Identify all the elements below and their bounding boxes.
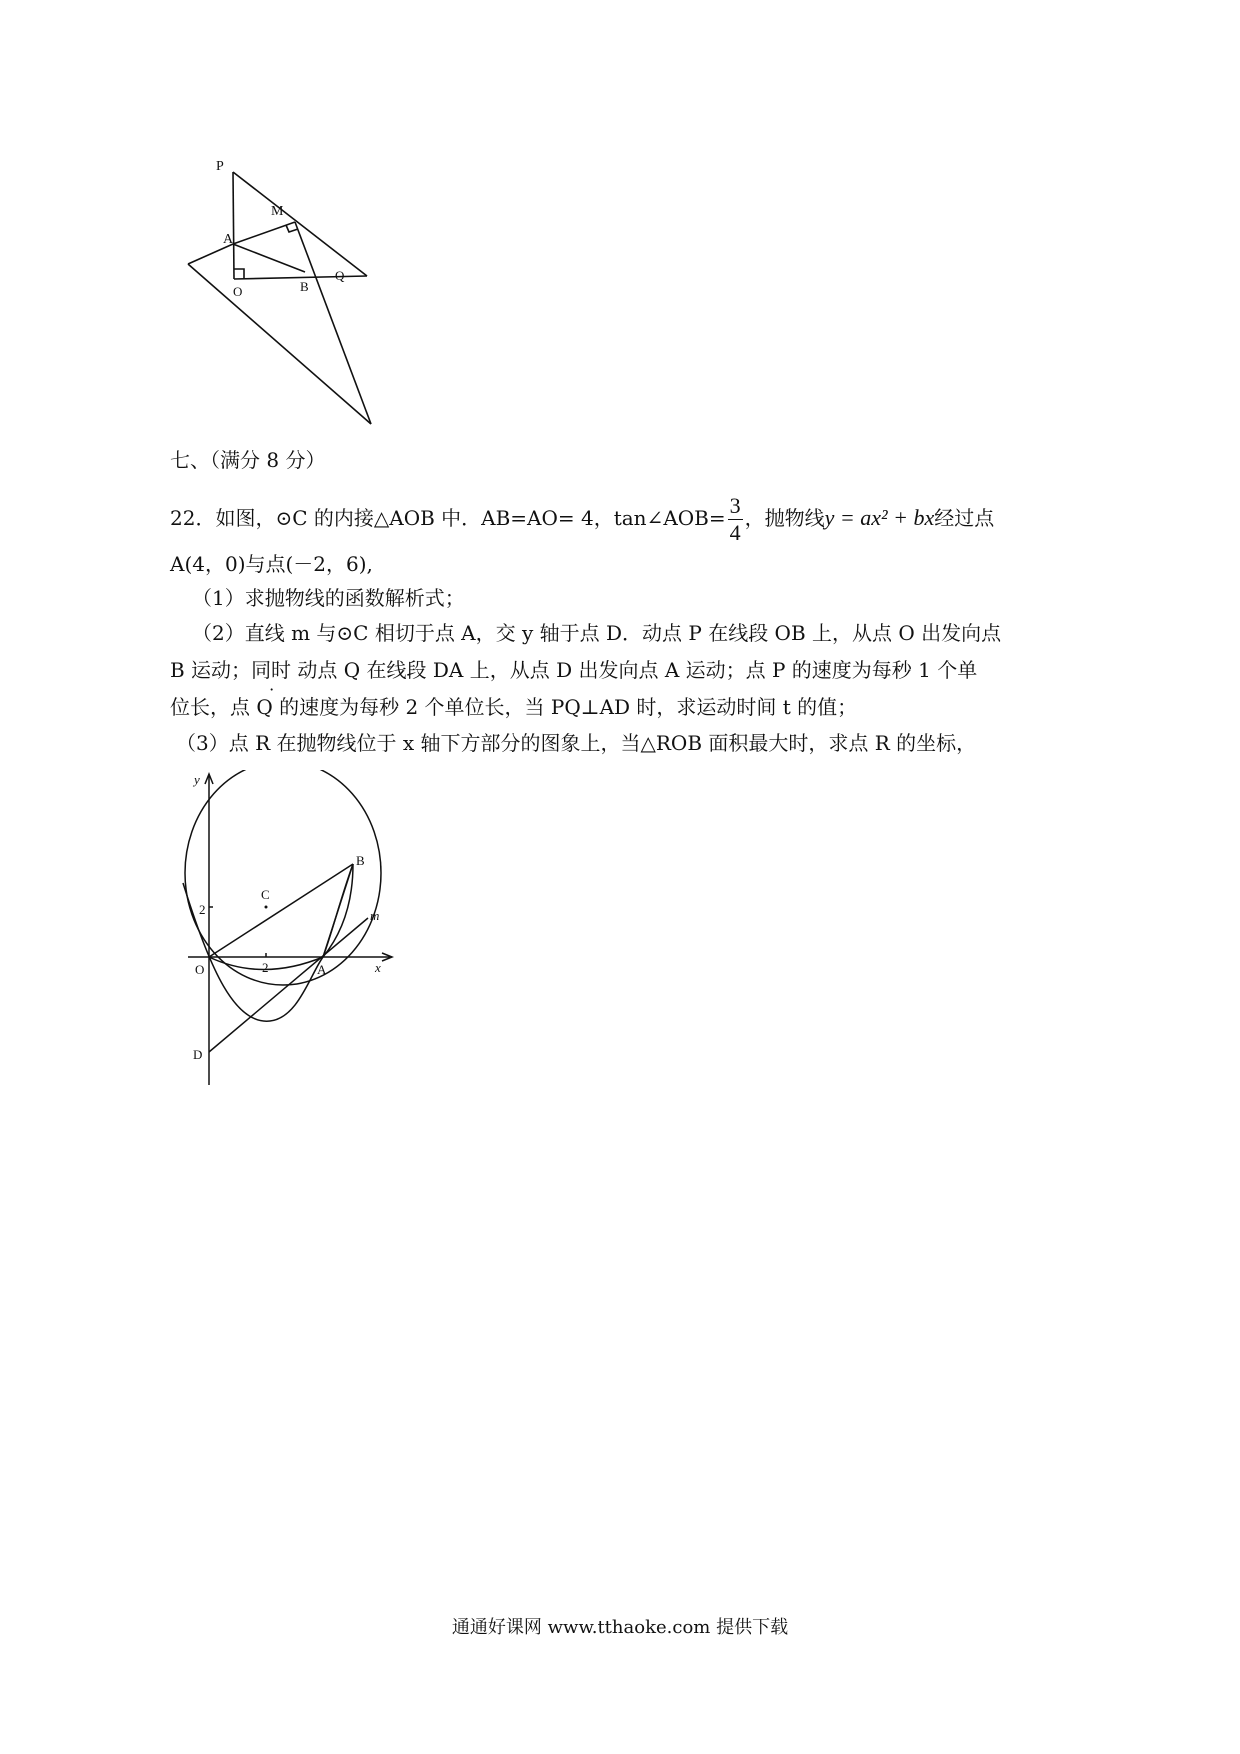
problem-line-1-post: 经过点 [934, 506, 995, 530]
figure-triangle-diagram [180, 160, 410, 435]
label-B: B [300, 279, 309, 294]
question-2-line-1: （2）直线 m 与⊙C 相切于点 A，交 y 轴于点 D．动点 P 在线段 OB 上，从点 O 出发向点 [192, 621, 1002, 645]
label-m: m [370, 908, 380, 923]
tan-fraction [728, 493, 743, 546]
label-tick-y2: 2 [199, 902, 206, 917]
question-2-line-2 [170, 656, 977, 684]
label-Q: Q [335, 268, 345, 283]
center-dot-C [265, 906, 268, 909]
question-2-line-2-emphasis: 同时 [251, 658, 292, 682]
segment-PO [233, 172, 234, 279]
section-heading: 七、（满分 8 分） [170, 448, 326, 472]
figure-circle-parabola [180, 770, 440, 1095]
segment-left-bottom [188, 264, 371, 424]
question-2-line-2-a: B 运动； [170, 658, 252, 682]
label-M: M [271, 204, 284, 219]
label-D: D [193, 1047, 203, 1062]
question-2-line-3: 位长，点 Q 的速度为每秒 2 个单位长，当 PQ⊥AD 时，求运动时间 t 的值； [170, 695, 858, 719]
label-y: y [194, 772, 200, 787]
label-A: A [317, 962, 327, 977]
label-x: x [375, 960, 381, 975]
circle-parabola-svg [180, 770, 440, 1095]
question-3: （3）点 R 在抛物线位于 x 轴下方部分的图象上，当△ROB 面积最大时，求点 R 的坐标， [176, 731, 977, 755]
parabola-expression: y = ax² + bx [824, 505, 935, 530]
page-footer: 通通好课网 www.tthaoke.com 提供下载 [451, 1617, 789, 1638]
segment-AB [233, 244, 305, 272]
segment-left-A [188, 244, 233, 264]
label-O: O [195, 962, 205, 977]
segment-OB [209, 864, 353, 957]
problem-line-1-pre: 22．如图，⊙C 的内接△AOB 中．AB=AO= 4，tan∠AOB= [170, 506, 726, 530]
tan-denominator: 4 [729, 520, 741, 545]
question-1: （1）求抛物线的函数解析式； [192, 586, 465, 610]
triangle-diagram-svg [180, 160, 410, 435]
label-C: C [261, 887, 270, 902]
segment-PQ [233, 172, 367, 276]
problem-line-1 [170, 488, 994, 548]
right-angle-O [234, 269, 244, 279]
segment-M-bottom [295, 222, 371, 424]
label-A: A [223, 232, 234, 247]
label-tick-x2: 2 [262, 960, 269, 975]
question-2-line-2-c: 动点 Q 在线段 DA 上，从点 D 出发向点 A 运动；点 P 的速度为每秒 1 个单 [291, 658, 978, 682]
problem-line-2: A(4，0)与点(－2，6), [170, 552, 373, 576]
label-O: O [233, 284, 243, 299]
tangent-line-m [209, 918, 368, 1052]
label-P: P [216, 160, 224, 174]
problem-line-1-mid: ，抛物线 [744, 506, 825, 530]
tan-numerator: 3 [729, 493, 741, 518]
label-B: B [356, 853, 365, 868]
